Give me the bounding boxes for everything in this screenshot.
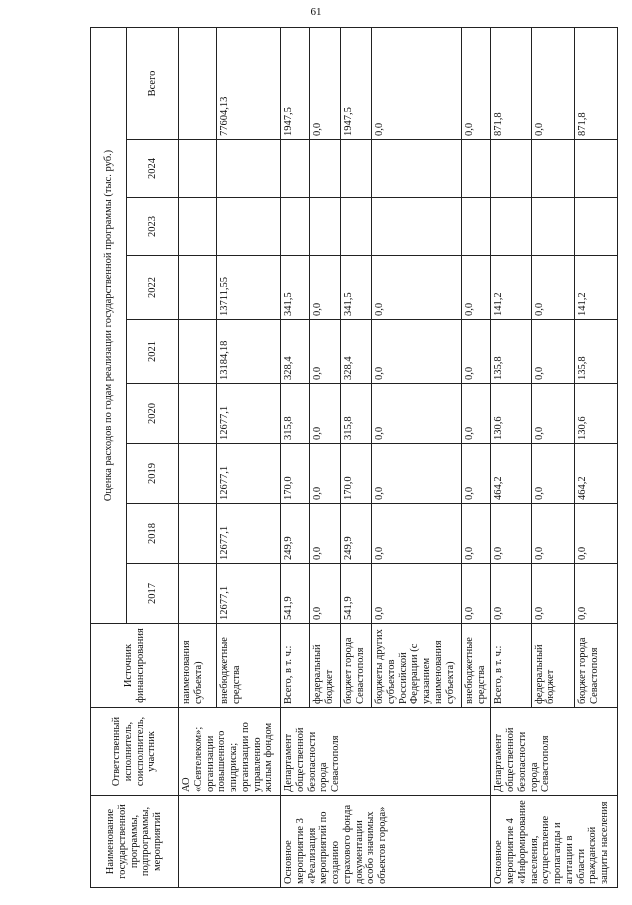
source-cell: внебюджетные средства: [462, 624, 491, 708]
cont-responsible: АО «Севтелеком»; организации повышенного эпидриска; организации по управлению жилым фондом: [179, 708, 281, 796]
header-responsible: Ответственный исполнитель, соисполнитель, участник: [91, 708, 179, 796]
value-cell: [491, 198, 531, 256]
value-cell: [462, 140, 491, 198]
total-cell: 0,0: [462, 27, 491, 139]
source-cell: федеральный бюджет: [531, 624, 574, 708]
value-cell: 0,0: [372, 564, 462, 624]
source-cell: Всего, в т. ч.:: [281, 624, 310, 708]
value-cell: [179, 198, 217, 256]
value-cell: 12677,1: [217, 444, 281, 504]
value-cell: 13184,18: [217, 320, 281, 384]
measure-4-responsible: Департамент общественной безопасности города Севастополя: [491, 708, 618, 796]
value-cell: 315,8: [281, 384, 310, 444]
total-cell: 0,0: [531, 27, 574, 139]
header-total: Всего: [127, 27, 179, 139]
value-cell: [179, 384, 217, 444]
value-cell: 0,0: [574, 504, 617, 564]
value-cell: 0,0: [531, 384, 574, 444]
header-year: 2021: [127, 320, 179, 384]
value-cell: 464,2: [491, 444, 531, 504]
value-cell: 12677,1: [217, 504, 281, 564]
value-cell: 135,8: [491, 320, 531, 384]
value-cell: 0,0: [574, 564, 617, 624]
value-cell: 0,0: [531, 564, 574, 624]
measure-4-name: Основное мероприятие 4 «Информирование населения, осуществление пропаганды и агитации в области гражданской защиты населения: [491, 796, 618, 888]
source-cell: бюджеты других субъектов Российской Федерации (с указанием наименования субъекта): [372, 624, 462, 708]
value-cell: 0,0: [310, 320, 341, 384]
value-cell: 315,8: [341, 384, 372, 444]
value-cell: 170,0: [341, 444, 372, 504]
value-cell: 0,0: [531, 504, 574, 564]
value-cell: 130,6: [491, 384, 531, 444]
cont-name-cell: [179, 796, 281, 888]
value-cell: 141,2: [574, 256, 617, 320]
value-cell: [491, 140, 531, 198]
source-cell: бюджет города Севастополя: [574, 624, 617, 708]
value-cell: 0,0: [372, 444, 462, 504]
value-cell: 12677,1: [217, 564, 281, 624]
total-cell: [179, 27, 217, 139]
source-cell: федеральный бюджет: [310, 624, 341, 708]
source-cell: наименования субъекта): [179, 624, 217, 708]
value-cell: [179, 564, 217, 624]
source-cell: Всего, в т. ч.:: [491, 624, 531, 708]
value-cell: 0,0: [462, 504, 491, 564]
value-cell: 0,0: [372, 320, 462, 384]
header-year: 2022: [127, 256, 179, 320]
value-cell: [179, 444, 217, 504]
value-cell: 0,0: [531, 320, 574, 384]
value-cell: 0,0: [531, 444, 574, 504]
value-cell: 141,2: [491, 256, 531, 320]
total-cell: 77604,13: [217, 27, 281, 139]
value-cell: [281, 198, 310, 256]
value-cell: 0,0: [462, 564, 491, 624]
budget-table: [90, 27, 618, 888]
value-cell: 0,0: [462, 384, 491, 444]
value-cell: 0,0: [310, 564, 341, 624]
measure-3-responsible: Департамент общественной безопасности города Севастополя: [281, 708, 491, 796]
header-year: 2019: [127, 444, 179, 504]
value-cell: 249,9: [341, 504, 372, 564]
value-cell: [574, 198, 617, 256]
value-cell: 0,0: [462, 320, 491, 384]
value-cell: [531, 198, 574, 256]
source-cell: бюджет города Севастополя: [341, 624, 372, 708]
header-year: 2024: [127, 140, 179, 198]
value-cell: 0,0: [310, 504, 341, 564]
source-cell: внебюджетные средства: [217, 624, 281, 708]
header-year: 2020: [127, 384, 179, 444]
total-cell: 871,8: [491, 27, 531, 139]
value-cell: [310, 198, 341, 256]
header-year: 2018: [127, 504, 179, 564]
value-cell: [531, 140, 574, 198]
value-cell: 464,2: [574, 444, 617, 504]
value-cell: 0,0: [462, 444, 491, 504]
value-cell: [574, 140, 617, 198]
value-cell: [281, 140, 310, 198]
rotated-table-container: [90, 28, 618, 888]
value-cell: 0,0: [372, 256, 462, 320]
value-cell: [372, 198, 462, 256]
value-cell: 12677,1: [217, 384, 281, 444]
value-cell: 0,0: [310, 384, 341, 444]
value-cell: 0,0: [372, 504, 462, 564]
value-cell: 249,9: [281, 504, 310, 564]
total-cell: 1947,5: [341, 27, 372, 139]
value-cell: 0,0: [310, 444, 341, 504]
header-year: 2023: [127, 198, 179, 256]
value-cell: 0,0: [531, 256, 574, 320]
value-cell: 0,0: [462, 256, 491, 320]
value-cell: [179, 256, 217, 320]
value-cell: 341,5: [341, 256, 372, 320]
value-cell: 0,0: [372, 384, 462, 444]
value-cell: [179, 140, 217, 198]
value-cell: 170,0: [281, 444, 310, 504]
value-cell: [341, 140, 372, 198]
value-cell: 135,8: [574, 320, 617, 384]
value-cell: [179, 504, 217, 564]
total-cell: 0,0: [372, 27, 462, 139]
header-name: Наименование государственной программы, подпрограммы, мероприятий: [91, 796, 179, 888]
value-cell: 541,9: [341, 564, 372, 624]
total-cell: 0,0: [310, 27, 341, 139]
header-source: Источник финансирования: [91, 624, 179, 708]
total-cell: 871,8: [574, 27, 617, 139]
value-cell: 0,0: [491, 564, 531, 624]
value-cell: 13711,55: [217, 256, 281, 320]
measure-3-name: Основное мероприятие 3 «Реализация мероприятий по созданию страхового фонда документации особо значимых объектов города»: [281, 796, 491, 888]
header-estimate: Оценка расходов по годам реализации государственной программы (тыс. руб.): [91, 27, 127, 623]
value-cell: 130,6: [574, 384, 617, 444]
header-year: 2017: [127, 564, 179, 624]
value-cell: [217, 140, 281, 198]
value-cell: 328,4: [281, 320, 310, 384]
page-number: 61: [310, 6, 322, 18]
value-cell: 328,4: [341, 320, 372, 384]
value-cell: [217, 198, 281, 256]
value-cell: [372, 140, 462, 198]
value-cell: 541,9: [281, 564, 310, 624]
value-cell: [341, 198, 372, 256]
value-cell: 341,5: [281, 256, 310, 320]
value-cell: 0,0: [491, 504, 531, 564]
value-cell: [462, 198, 491, 256]
total-cell: 1947,5: [281, 27, 310, 139]
value-cell: 0,0: [310, 256, 341, 320]
value-cell: [310, 140, 341, 198]
value-cell: [179, 320, 217, 384]
